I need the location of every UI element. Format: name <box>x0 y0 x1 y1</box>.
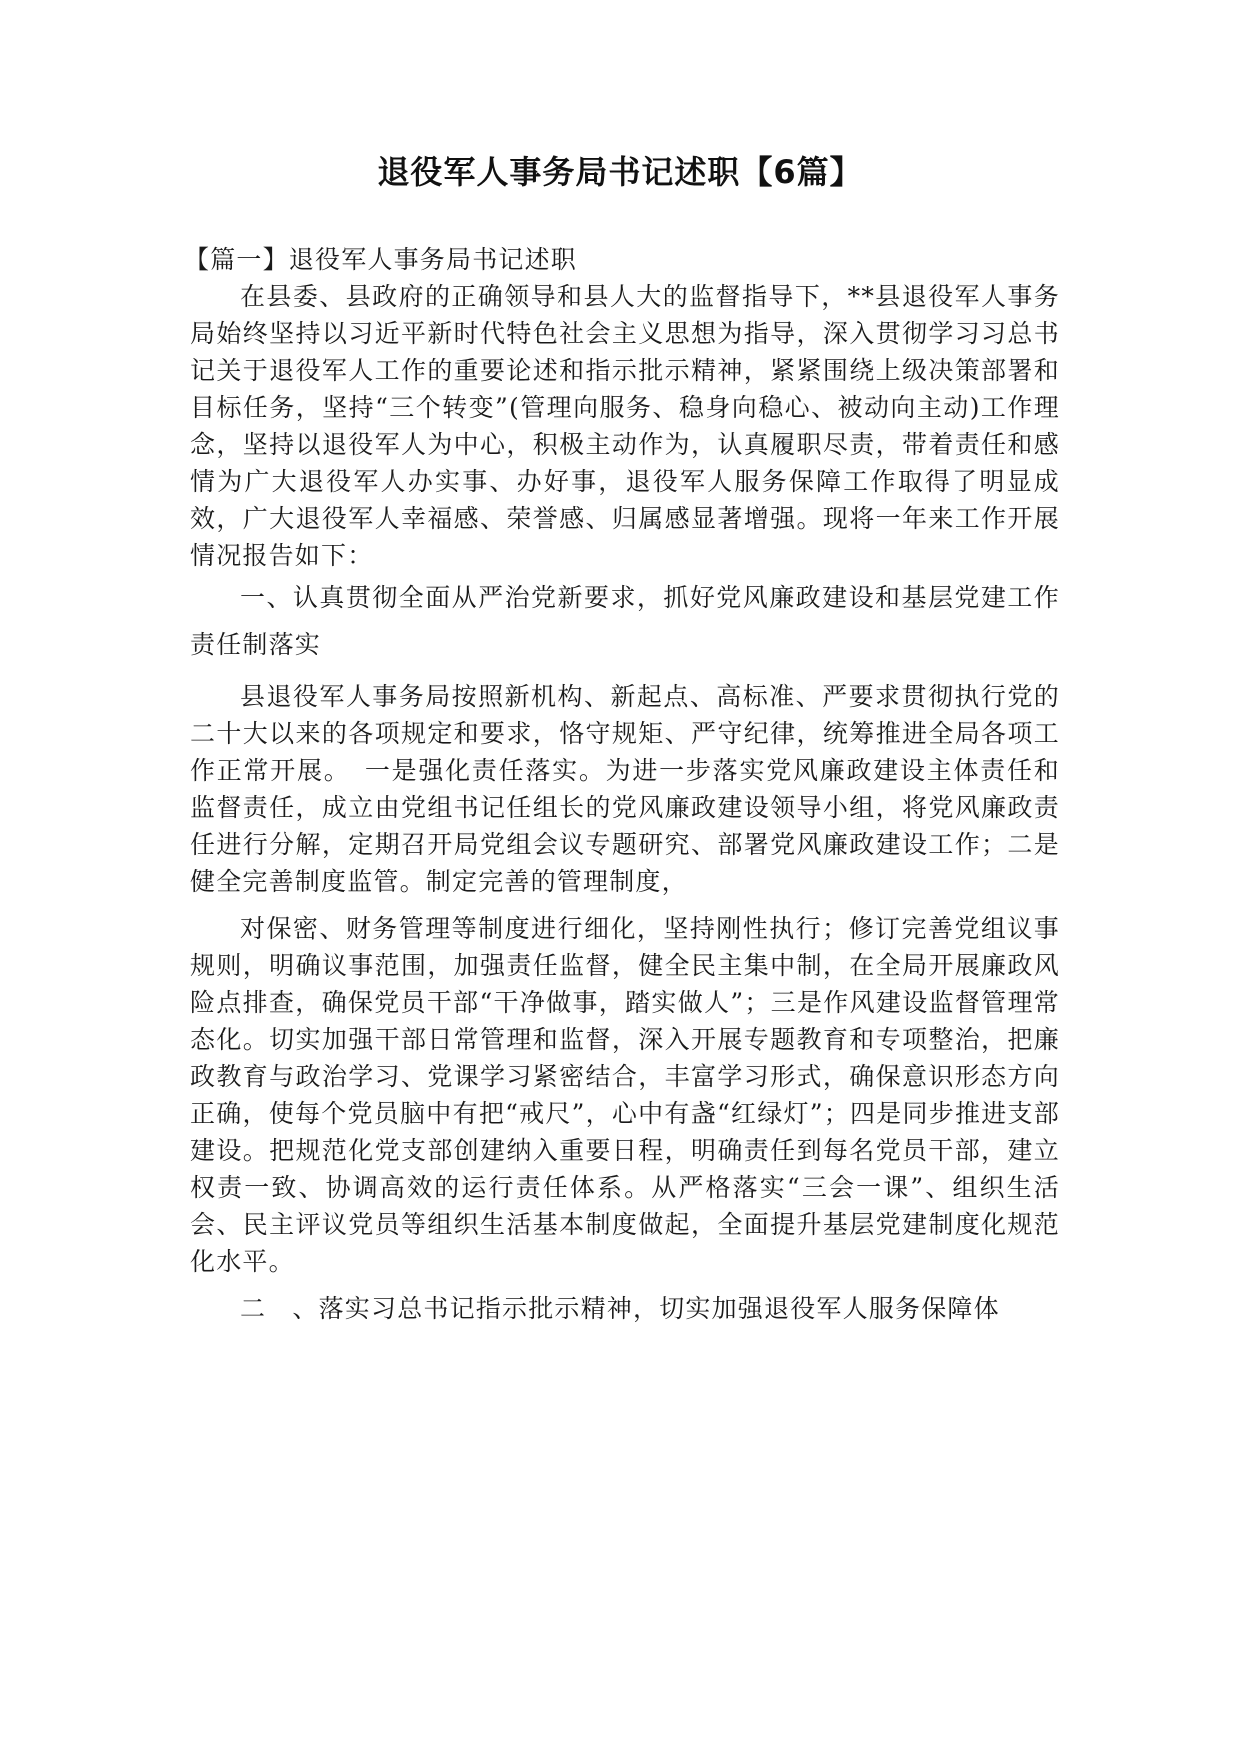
document-body <box>184 241 1060 1327</box>
document-title: 退役军人事务局书记述职【6篇】 <box>377 153 863 191</box>
body-paragraph-1: 县退役军人事务局按照新机构、新起点、高标准、严要求贯彻执行党的二十大以来的各项规定和要求，恪守规矩、严守纪律，统筹推进全局各项工作正常开展。 一是强化责任落实。为进一步落实党风廉政建设主体责任和监督责任，成立由党组书记任组长的党风廉政建设领导小组，将党风廉政责任进行分解，定期召开局党组会议专题研究、部署党风廉政建设工作；二是健全完善制度监管。制定完善的管理制度， <box>190 682 1060 896</box>
section-label: 【篇一】退役军人事务局书记述职 <box>184 245 578 274</box>
section-heading-2: 二 、落实习总书记指示批示精神，切实加强退役军人服务保障体 <box>240 1294 1000 1323</box>
body-paragraph-2: 对保密、财务管理等制度进行细化，坚持刚性执行；修订完善党组议事规则，明确议事范围，加强责任监督，健全民主集中制，在全局开展廉政风险点排查，确保党员干部“干净做事，踏实做人”；三是作风建设监督管理常态化。切实加强干部日常管理和监督，深入开展专题教育和专项整治，把廉政教育与政治学习、党课学习紧密结合，丰富学习形式，确保意识形态方向正确，使每个党员脑中有把“戒尺”，心中有盏“红绿灯”；四是同步推进支部建设。把规范化党支部创建纳入重要日程，明确责任到每名党员干部，建立权责一致、协调高效的运行责任体系。从严格落实“三会一课”、组织生活会、民主评议党员等组织生活基本制度做起，全面提升基层党建制度化规范化水平。 <box>190 914 1060 1276</box>
intro-paragraph: 在县委、县政府的正确领导和县人大的监督指导下，**县退役军人事务局始终坚持以习近平新时代特色社会主义思想为指导，深入贯彻学习习总书记关于退役军人工作的重要论述和指示批示精神，紧紧围绕上级决策部署和目标任务，坚持“三个转变”(管理向服务、稳身向稳心、被动向主动)工作理念，坚持以退役军人为中心，积极主动作为，认真履职尽责，带着责任和感情为广大退役军人办实事、办好事，退役军人服务保障工作取得了明显成效，广大退役军人幸福感、荣誉感、归属感显著增强。现将一年来工作开展情况报告如下： <box>190 282 1060 570</box>
section-heading-1: 一、认真贯彻全面从严治党新要求，抓好党风廉政建设和基层党建工作责任制落实 <box>190 583 1060 659</box>
